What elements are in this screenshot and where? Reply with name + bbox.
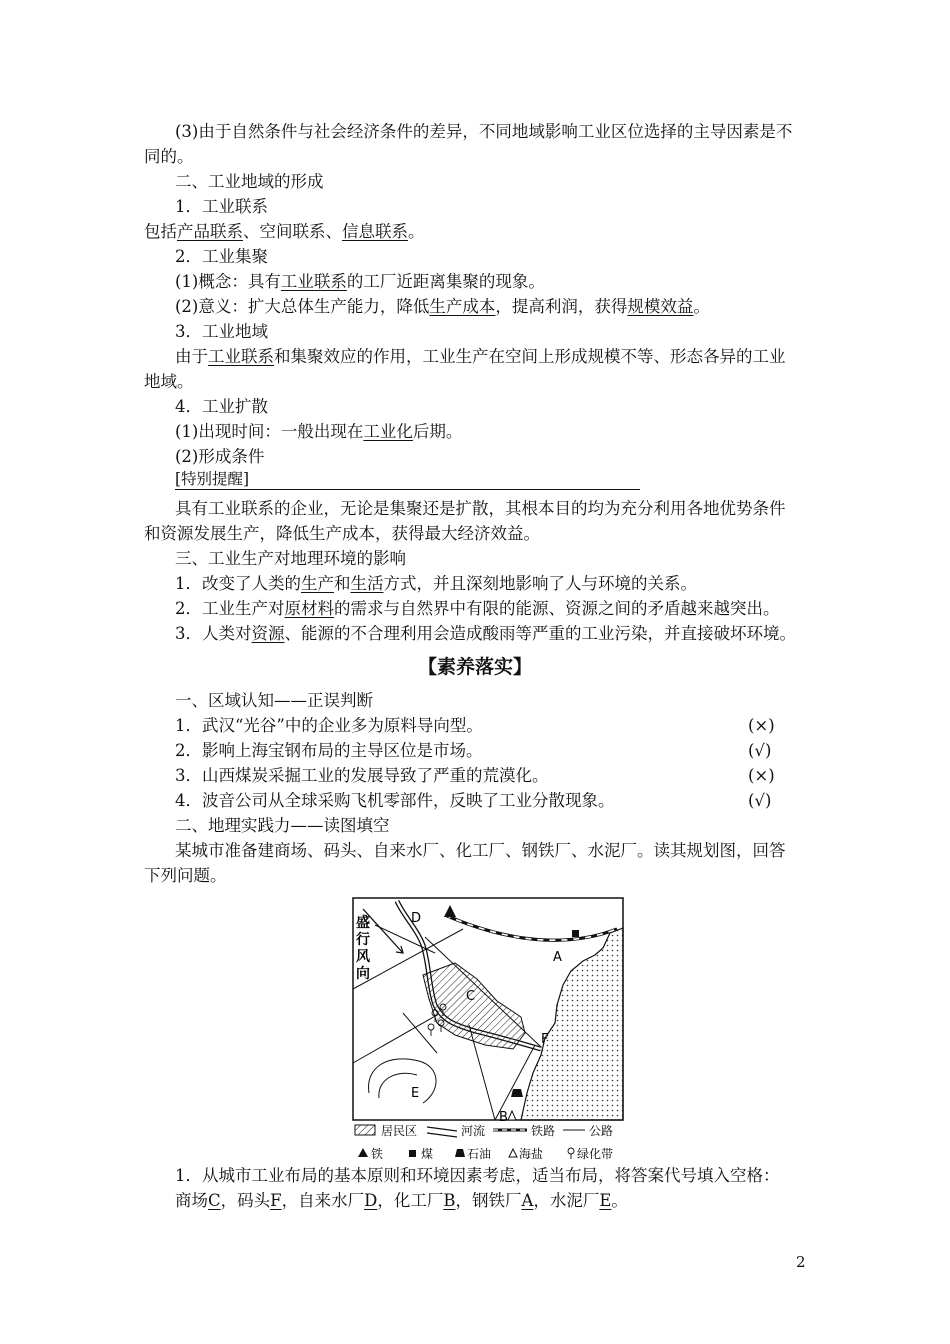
answer-blank: E <box>599 1191 612 1210</box>
text: 方式，并且深刻地影响了人与环境的关系。 <box>383 574 697 593</box>
wind-label: 行 <box>356 932 370 948</box>
underlined-answer: 信息联系 <box>342 222 408 241</box>
subsection-title-region: 3．工业地域 <box>175 322 268 341</box>
text: 。 <box>611 1191 628 1210</box>
text: 3．人类对 <box>175 624 252 643</box>
agglomeration-meaning <box>175 296 710 318</box>
legend-railway: 铁路 <box>531 1124 556 1138</box>
quiz-answer-mark: (×) <box>748 716 775 735</box>
underlined-answer: 工业联系 <box>280 272 347 291</box>
text: 的工厂近距离集聚的现象。 <box>346 272 545 291</box>
impact-item-1 <box>175 573 697 595</box>
legend-iron-icon <box>358 1148 368 1157</box>
text: (1)概念：具有 <box>175 272 281 291</box>
text: 后期。 <box>412 422 463 441</box>
quiz-title-2: 二、地理实践力——读图填空 <box>175 816 390 835</box>
quiz-item: 3．山西煤炭采掘工业的发展导致了严重的荒漠化。 <box>175 766 549 785</box>
text: 1．改变了人类的 <box>175 574 301 593</box>
underlined-answer: 产品联系 <box>177 222 243 241</box>
legend-green-icon <box>568 1148 574 1154</box>
impact-item-2 <box>175 598 780 620</box>
text: 的需求与自然界中有限的能源、资源之间的矛盾越来越突出。 <box>334 599 780 618</box>
legend-green: 绿化带 <box>577 1147 614 1161</box>
map-label-E: E <box>411 1086 420 1101</box>
map-label-D: D <box>411 911 422 926</box>
diffusion-conditions: (2)形成条件 <box>175 447 265 466</box>
tip-rule <box>175 489 640 490</box>
map-legend <box>355 1123 613 1161</box>
text: 、能源的不合理利用会造成酸雨等严重的工业污染，并直接破坏环境。 <box>284 624 796 643</box>
text: 商场 <box>175 1191 208 1210</box>
legend-road: 公路 <box>589 1124 614 1138</box>
section-heading-practice: 【素养落实】 <box>417 656 532 678</box>
quiz-item: 2．影响上海宝钢布局的主导区位是市场。 <box>175 741 483 760</box>
legend-coal-icon <box>409 1150 416 1157</box>
page-number: 2 <box>796 1253 806 1271</box>
legend-residential: 居民区 <box>381 1124 418 1138</box>
quiz-answer-mark: (√) <box>748 741 772 760</box>
subsection-title-diffusion: 4．工业扩散 <box>175 397 268 416</box>
quiz-answer-mark: (√) <box>748 791 772 810</box>
answer-blank: B <box>443 1191 456 1210</box>
legend-iron: 铁 <box>371 1147 384 1161</box>
impact-item-3 <box>175 623 796 645</box>
quiz-intro-cont: 下列问题。 <box>144 866 227 885</box>
text: 。 <box>408 222 425 241</box>
quiz-intro: 某城市准备建商场、码头、自来水厂、化工厂、钢铁厂、水泥厂。读其规划图，回答 <box>175 841 786 860</box>
quiz-item: 4．波音公司从全球采购飞机零部件，反映了工业分散现象。 <box>175 791 615 810</box>
legend-salt-icon <box>509 1149 517 1157</box>
answer-blank: C <box>208 1191 221 1210</box>
text: (2)意义：扩大总体生产能力，降低 <box>175 297 430 316</box>
wind-label: 向 <box>356 966 370 982</box>
legend-oil: 石油 <box>467 1147 492 1161</box>
underlined-answer: 工业联系 <box>208 347 274 366</box>
agglomeration-concept <box>175 271 545 293</box>
underlined-answer: 规模效益 <box>627 297 694 316</box>
city-planning-map <box>345 893 645 1163</box>
answer-blank: A <box>521 1191 534 1210</box>
subsection-title-industrial-links: 1．工业联系 <box>175 197 268 216</box>
quiz-answer-mark: (×) <box>748 766 775 785</box>
text: 。 <box>693 297 710 316</box>
underlined-answer: 生产 <box>301 574 334 593</box>
text: 包括 <box>144 222 177 241</box>
underlined-answer: 生活 <box>350 574 384 593</box>
text: 和集聚效应的作用，工业生产在空间上形成规模不等、形态各异的工业 <box>274 347 786 366</box>
map-label-C: C <box>466 989 476 1004</box>
special-tip-label: [特别提醒] <box>175 470 250 488</box>
legend-river: 河流 <box>461 1124 486 1138</box>
question-1: 1．从城市工业布局的基本原则和环境因素考虑，适当布局，将答案代号填入空格： <box>175 1166 780 1185</box>
quiz-item: 1．武汉“光谷”中的企业多为原料导向型。 <box>175 716 483 735</box>
quiz-title-1: 一、区域认知——正误判断 <box>175 691 373 710</box>
wind-label: 盛 <box>356 915 370 931</box>
answer-blank: D <box>364 1191 378 1210</box>
region-text <box>175 346 786 368</box>
text: ，化工厂 <box>377 1191 444 1210</box>
legend-river-swatch <box>427 1127 457 1137</box>
map-label-B: B <box>499 1110 508 1125</box>
coal-icon <box>572 930 579 937</box>
text: 、空间联系、 <box>243 222 342 241</box>
question-1-answers <box>175 1190 628 1212</box>
para-3-cont: 同的。 <box>144 147 194 166</box>
map-label-A: A <box>553 950 562 965</box>
legend-coal: 煤 <box>421 1147 434 1161</box>
answer-blank: F <box>270 1191 282 1210</box>
wind-label: 风 <box>356 949 370 965</box>
tip-text-cont: 和资源发展生产，降低生产成本，获得最大经济效益。 <box>144 524 540 543</box>
region-text-cont: 地域。 <box>144 372 194 391</box>
legend-oil-icon <box>455 1149 465 1157</box>
text: ，钢铁厂 <box>455 1191 522 1210</box>
underlined-answer: 生产成本 <box>429 297 496 316</box>
para-3: (3)由于自然条件与社会经济条件的差异，不同地域影响工业区位选择的主导因素是不 <box>175 122 793 141</box>
text: ，自来水厂 <box>281 1191 365 1210</box>
text: ，码头 <box>220 1191 271 1210</box>
diffusion-time <box>175 421 462 443</box>
text: (1)出现时间：一般出现在 <box>175 422 364 441</box>
underlined-answer: 工业化 <box>363 422 413 441</box>
text: 和 <box>334 574 351 593</box>
text: 由于 <box>175 347 208 366</box>
text: 2．工业生产对 <box>175 599 285 618</box>
text: ，提高利润，获得 <box>495 297 628 316</box>
industrial-links-text <box>144 221 425 243</box>
section-title-3: 三、工业生产对地理环境的影响 <box>175 549 406 568</box>
section-title-2: 二、工业地域的形成 <box>175 172 324 191</box>
oil-icon <box>511 1089 523 1097</box>
map-label-F: F <box>541 1032 549 1047</box>
text: ，水泥厂 <box>533 1191 600 1210</box>
underlined-answer: 资源 <box>251 624 285 643</box>
underlined-answer: 原材料 <box>284 599 334 618</box>
subsection-title-agglomeration: 2．工业集聚 <box>175 247 268 266</box>
legend-residential-swatch <box>355 1125 375 1135</box>
legend-salt: 海盐 <box>519 1147 544 1161</box>
tip-text: 具有工业联系的企业，无论是集聚还是扩散，其根本目的均为充分利用各地优势条件 <box>175 499 786 518</box>
